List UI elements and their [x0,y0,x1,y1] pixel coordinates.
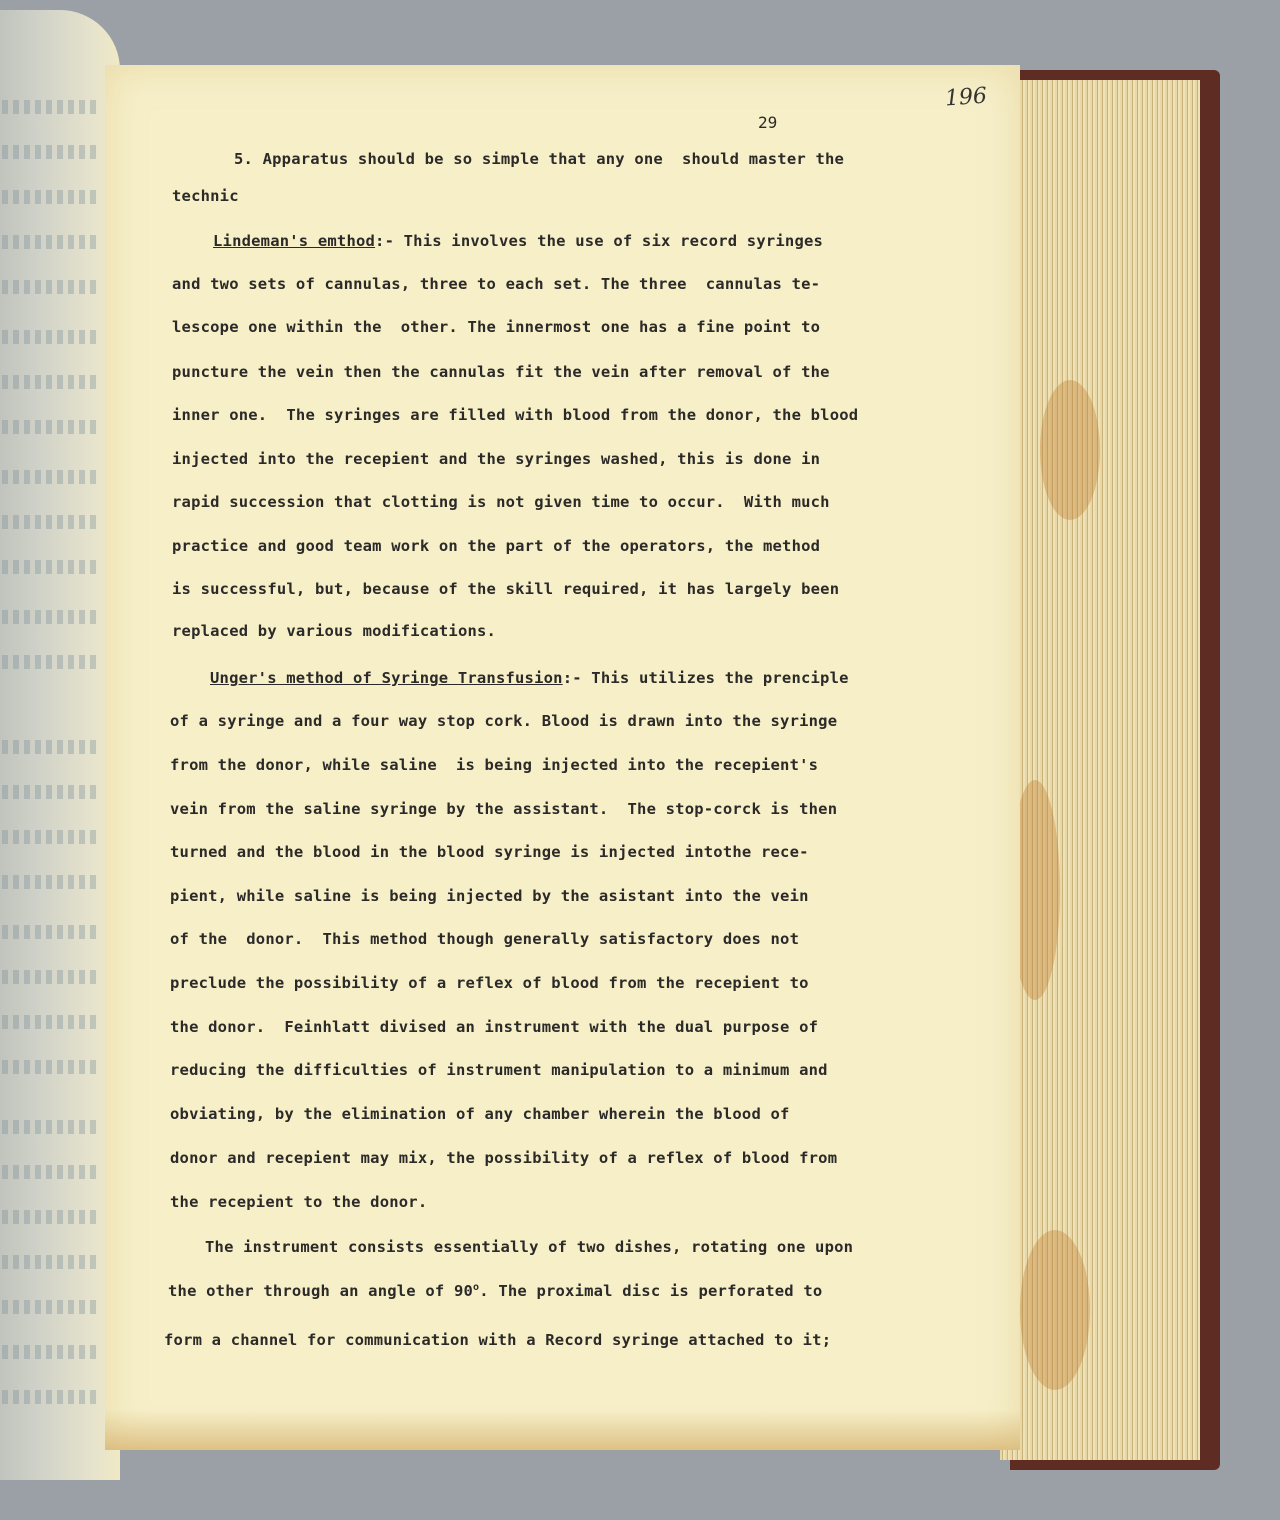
text-line: donor and recepient may mix, the possibility of a reflex of blood from [170,1149,838,1167]
text-line: lescope one within the other. The innermost one has a fine point to [172,318,821,336]
text-line: turned and the blood in the blood syringe is injected intothe rece- [170,843,809,861]
text-line: practice and good team work on the part of the operators, the method [172,537,821,555]
text-line: preclude the possibility of a reflex of blood from the recepient to [170,974,809,992]
page-number: 29 [758,113,778,132]
text-line: puncture the vein then the cannulas fit the vein after removal of the [172,363,830,381]
folio-stamp: 196 [944,83,988,112]
text-line: of a syringe and a four way stop cork. Blood is drawn into the syringe [170,712,838,730]
text-line: Unger's method of Syringe Transfusion:- This utilizes the prenciple [210,669,849,687]
text-line: is successful, but, because of the skill required, it has largely been [172,580,840,598]
text-line: form a channel for communication with a Record syringe attached to it; [164,1331,832,1349]
text-line: and two sets of cannulas, three to each set. The three cannulas te- [172,275,821,293]
text-line: the donor. Feinhlatt divised an instrument with the dual purpose of [170,1018,819,1036]
text-line: inner one. The syringes are filled with blood from the donor, the blood [172,406,859,424]
text-line: pient, while saline is being injected by the asistant into the vein [170,887,809,905]
text-line: the other through an angle of 90$^o$. The proximal disc is perforated to [168,1282,823,1301]
text-line: obviating, by the elimination of any chamber wherein the blood of [170,1105,790,1123]
text-line: replaced by various modifications. [172,622,497,640]
text-line: injected into the recepient and the syringes washed, this is done in [172,450,821,468]
text-line: the recepient to the donor. [170,1193,428,1211]
text-line: 5. Apparatus should be so simple that any one should master the [234,150,845,168]
text-line: Lindeman's emthod:- This involves the use of six record syringes [213,232,824,250]
text-line: rapid succession that clotting is not given time to occur. With much [172,493,830,511]
text-line: technic [172,187,239,205]
text-line: from the donor, while saline is being injected into the recepient's [170,756,819,774]
text-line: reducing the difficulties of instrument manipulation to a minimum and [170,1061,828,1079]
text-line: of the donor. This method though generally satisfactory does not [170,930,800,948]
text-line: vein from the saline syringe by the assistant. The stop-corck is then [170,800,838,818]
text-line: The instrument consists essentially of two dishes, rotating one upon [205,1238,854,1256]
